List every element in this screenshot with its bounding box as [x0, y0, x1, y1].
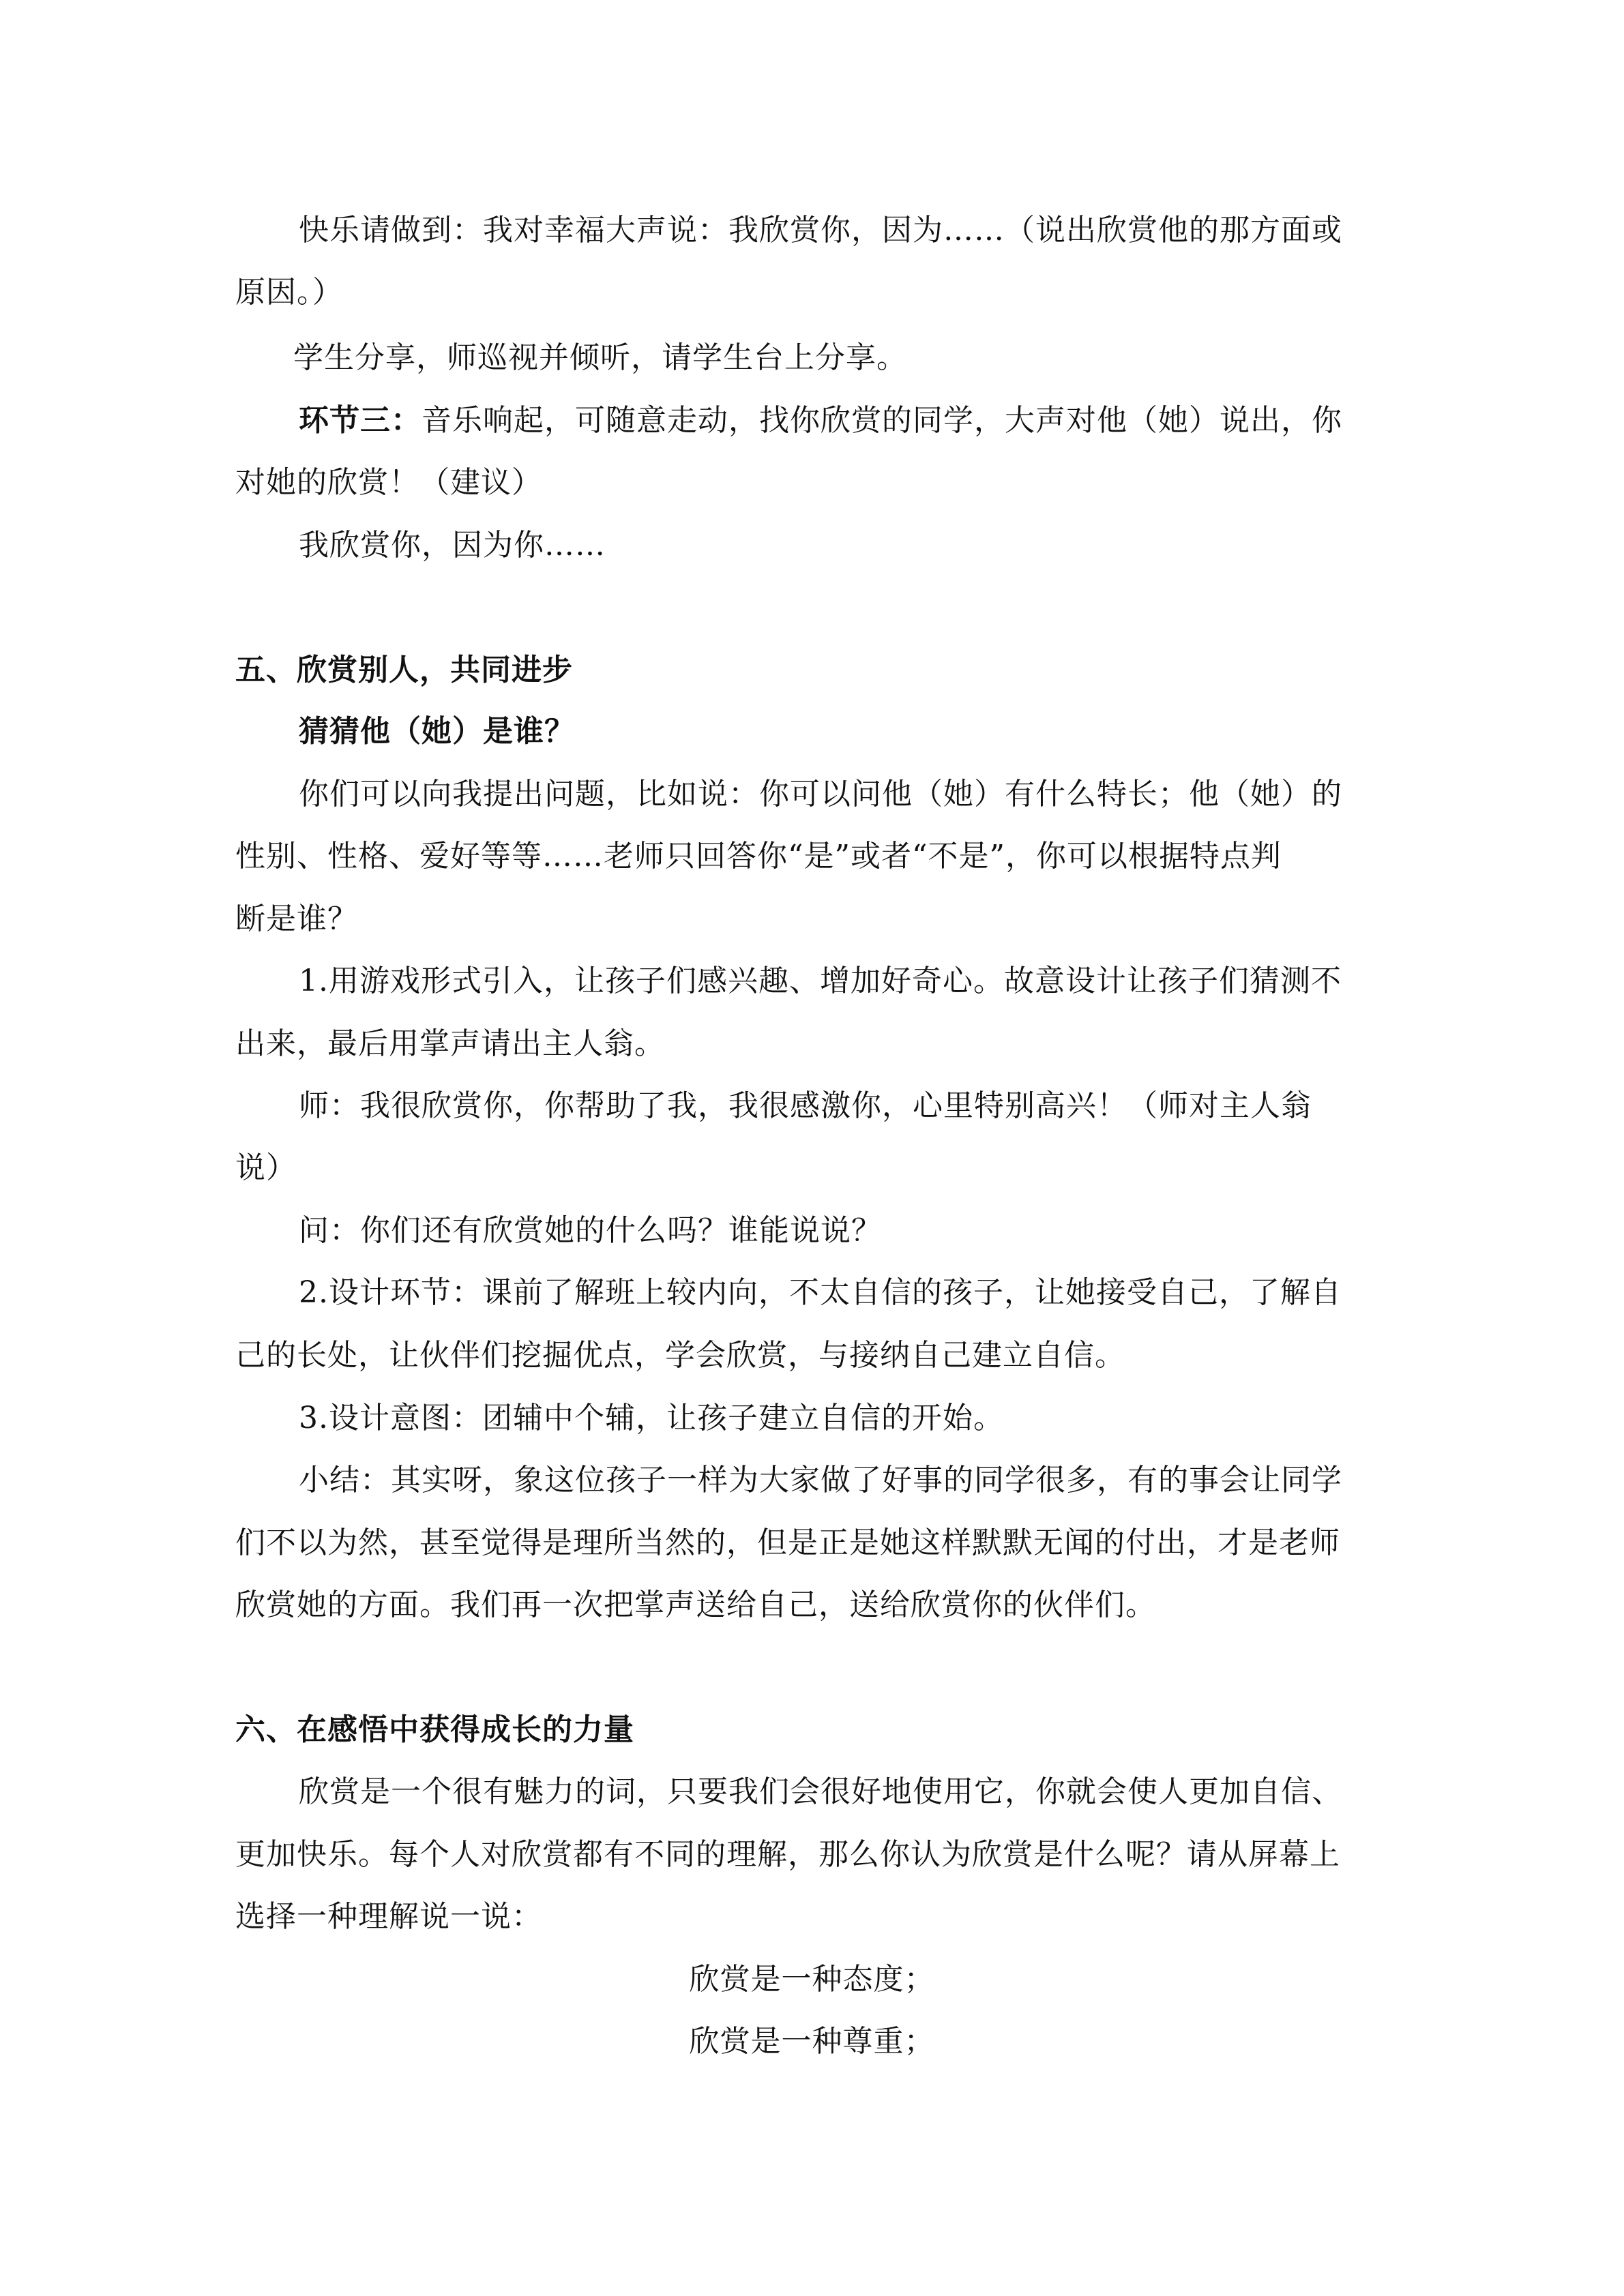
paragraph-line: 师：我很欣赏你，你帮助了我，我很感激你，心里特别高兴！（师对主人翁 [299, 1088, 1312, 1123]
centered-line: 欣赏是一种态度； [689, 1962, 935, 1997]
paragraph-line: 断是谁？ [235, 901, 358, 936]
paragraph-line: 欣赏是一个很有魅力的词，只要我们会很好地使用它，你就会使人更加自信、 [299, 1774, 1342, 1809]
paragraph-line: 快乐请做到：我对幸福大声说：我欣赏你，因为……（说出欣赏他的那方面或 [299, 213, 1342, 248]
paragraph-line: 性别、性格、爱好等等……老师只回答你“是”或者“不是”，你可以根据特点判 [235, 839, 1282, 874]
paragraph-line: 欣赏她的方面。我们再一次把掌声送给自己，送给欣赏你的伙伴们。 [235, 1587, 1156, 1622]
paragraph-line: 我欣赏你，因为你…… [299, 528, 606, 563]
step-label: 环节三： [299, 403, 422, 438]
paragraph-line: 们不以为然，甚至觉得是理所当然的，但是正是她这样默默无闻的付出，才是老师 [235, 1525, 1340, 1560]
section-heading: 六、在感悟中获得成长的力量 [235, 1712, 634, 1747]
paragraph-line [299, 400, 1342, 441]
section-heading: 五、欣赏别人，共同进步 [235, 653, 573, 687]
paragraph-line: 学生分享，师巡视并倾听，请学生台上分享。 [293, 340, 907, 375]
paragraph-line: 对她的欣赏！（建议） [235, 465, 542, 500]
paragraph-line: 小结：其实呀，象这位孩子一样为大家做了好事的同学很多，有的事会让同学 [299, 1463, 1342, 1497]
step-text: 音乐响起，可随意走动，找你欣赏的同学，大声对他（她）说出，你 [422, 403, 1342, 438]
centered-line: 欣赏是一种尊重； [689, 2024, 935, 2059]
paragraph-line: 问：你们还有欣赏她的什么吗？谁能说说？ [299, 1213, 882, 1248]
paragraph-line: 出来，最后用掌声请出主人翁。 [235, 1026, 665, 1061]
paragraph-line: 2.设计环节：课前了解班上较内向，不太自信的孩子，让她接受自己，了解自 [299, 1275, 1342, 1310]
paragraph-line: 3.设计意图：团辅中个辅，让孩子建立自信的开始。 [299, 1401, 1004, 1435]
paragraph-line: 己的长处，让伙伴们挖掘优点，学会欣赏，与接纳自己建立自信。 [235, 1338, 1125, 1373]
section-subheading: 猜猜他（她）是谁？ [299, 714, 575, 749]
paragraph-line: 你们可以向我提出问题，比如说：你可以问他（她）有什么特长；他（她）的 [299, 777, 1342, 811]
paragraph-line: 说） [235, 1150, 297, 1185]
paragraph-line: 原因。） [235, 275, 343, 310]
paragraph-line: 更加快乐。每个人对欣赏都有不同的理解，那么你认为欣赏是什么呢？请从屏幕上 [235, 1837, 1340, 1872]
paragraph-line: 1.用游戏形式引入，让孩子们感兴趣、增加好奇心。故意设计让孩子们猜测不 [299, 964, 1342, 998]
paragraph-line: 选择一种理解说一说： [235, 1899, 542, 1934]
